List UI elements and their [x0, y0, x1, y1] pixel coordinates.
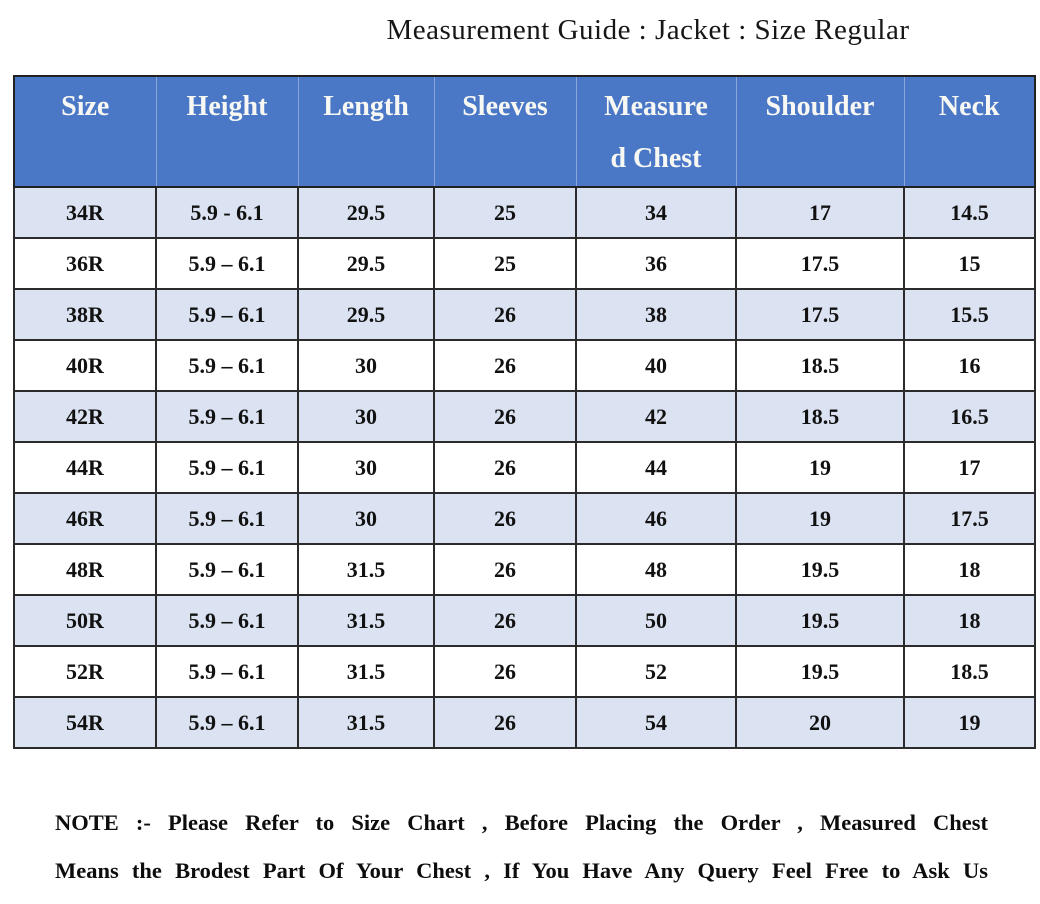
cell-40r-height: 5.9 – 6.1: [156, 340, 298, 391]
cell-54r-height: 5.9 – 6.1: [156, 697, 298, 748]
cell-38r-measured-chest: 38: [576, 289, 736, 340]
cell-36r-measured-chest: 36: [576, 238, 736, 289]
cell-42r-shoulder: 18.5: [736, 391, 904, 442]
cell-42r-measured-chest: 42: [576, 391, 736, 442]
cell-38r-height: 5.9 – 6.1: [156, 289, 298, 340]
cell-48r-height: 5.9 – 6.1: [156, 544, 298, 595]
cell-52r-length: 31.5: [298, 646, 434, 697]
cell-34r-size: 34R: [14, 187, 156, 238]
table-row-34r: [14, 187, 1035, 238]
cell-40r-size: 40R: [14, 340, 156, 391]
cell-52r-height: 5.9 – 6.1: [156, 646, 298, 697]
cell-38r-shoulder: 17.5: [736, 289, 904, 340]
table-row-40r: [14, 340, 1035, 391]
table-row-36r: [14, 238, 1035, 289]
cell-54r-size: 54R: [14, 697, 156, 748]
cell-46r-length: 30: [298, 493, 434, 544]
table-body: [14, 187, 1035, 748]
cell-40r-length: 30: [298, 340, 434, 391]
cell-48r-size: 48R: [14, 544, 156, 595]
cell-50r-height: 5.9 – 6.1: [156, 595, 298, 646]
column-header-height: [156, 76, 298, 187]
cell-46r-size: 46R: [14, 493, 156, 544]
column-header-line: Size: [61, 91, 110, 122]
cell-48r-sleeves: 26: [434, 544, 576, 595]
cell-48r-shoulder: 19.5: [736, 544, 904, 595]
table-row-52r: [14, 646, 1035, 697]
cell-34r-shoulder: 17: [736, 187, 904, 238]
note-text: [55, 799, 988, 895]
note-line-1: NOTE :- Please Refer to Size Chart , Before Placing the Order , Measured Chest: [55, 810, 988, 835]
cell-44r-measured-chest: 44: [576, 442, 736, 493]
cell-52r-sleeves: 26: [434, 646, 576, 697]
cell-42r-sleeves: 26: [434, 391, 576, 442]
column-header-line: Height: [186, 91, 268, 122]
cell-34r-height: 5.9 - 6.1: [156, 187, 298, 238]
cell-46r-shoulder: 19: [736, 493, 904, 544]
cell-36r-height: 5.9 – 6.1: [156, 238, 298, 289]
cell-50r-size: 50R: [14, 595, 156, 646]
cell-54r-measured-chest: 54: [576, 697, 736, 748]
cell-46r-measured-chest: 46: [576, 493, 736, 544]
page-title: Measurement Guide : Jacket : Size Regular: [386, 14, 910, 46]
cell-46r-height: 5.9 – 6.1: [156, 493, 298, 544]
cell-44r-height: 5.9 – 6.1: [156, 442, 298, 493]
cell-54r-sleeves: 26: [434, 697, 576, 748]
column-header-line: d Chest: [610, 143, 702, 174]
column-header-line: Measure: [604, 91, 708, 122]
cell-38r-length: 29.5: [298, 289, 434, 340]
size-chart-table: [13, 75, 1036, 749]
cell-44r-length: 30: [298, 442, 434, 493]
cell-40r-shoulder: 18.5: [736, 340, 904, 391]
cell-46r-sleeves: 26: [434, 493, 576, 544]
column-header-sleeves: [434, 76, 576, 187]
cell-38r-neck: 15.5: [904, 289, 1035, 340]
cell-34r-length: 29.5: [298, 187, 434, 238]
column-header-line: Length: [323, 91, 409, 122]
cell-54r-neck: 19: [904, 697, 1035, 748]
table-row-48r: [14, 544, 1035, 595]
cell-36r-length: 29.5: [298, 238, 434, 289]
measurement-guide-page: [0, 14, 1040, 895]
table-row-50r: [14, 595, 1035, 646]
cell-40r-neck: 16: [904, 340, 1035, 391]
cell-40r-sleeves: 26: [434, 340, 576, 391]
cell-44r-sleeves: 26: [434, 442, 576, 493]
column-header-line: Neck: [938, 91, 1000, 122]
cell-50r-shoulder: 19.5: [736, 595, 904, 646]
cell-36r-shoulder: 17.5: [736, 238, 904, 289]
header-row: [14, 76, 1035, 187]
cell-36r-size: 36R: [14, 238, 156, 289]
table-row-54r: [14, 697, 1035, 748]
cell-42r-height: 5.9 – 6.1: [156, 391, 298, 442]
cell-54r-shoulder: 20: [736, 697, 904, 748]
cell-54r-length: 31.5: [298, 697, 434, 748]
cell-42r-neck: 16.5: [904, 391, 1035, 442]
cell-46r-neck: 17.5: [904, 493, 1035, 544]
cell-50r-sleeves: 26: [434, 595, 576, 646]
table-row-38r: [14, 289, 1035, 340]
cell-40r-measured-chest: 40: [576, 340, 736, 391]
column-header-line: Sleeves: [462, 91, 548, 122]
cell-42r-length: 30: [298, 391, 434, 442]
cell-52r-size: 52R: [14, 646, 156, 697]
table-row-42r: [14, 391, 1035, 442]
cell-50r-length: 31.5: [298, 595, 434, 646]
cell-42r-size: 42R: [14, 391, 156, 442]
cell-44r-size: 44R: [14, 442, 156, 493]
cell-36r-sleeves: 25: [434, 238, 576, 289]
column-header-size: [14, 76, 156, 187]
column-header-line: Shoulder: [765, 91, 875, 122]
column-header-shoulder: [736, 76, 904, 187]
table-row-46r: [14, 493, 1035, 544]
cell-50r-measured-chest: 50: [576, 595, 736, 646]
cell-34r-neck: 14.5: [904, 187, 1035, 238]
column-header-neck: [904, 76, 1035, 187]
table-row-44r: [14, 442, 1035, 493]
cell-48r-measured-chest: 48: [576, 544, 736, 595]
cell-44r-neck: 17: [904, 442, 1035, 493]
cell-36r-neck: 15: [904, 238, 1035, 289]
cell-52r-measured-chest: 52: [576, 646, 736, 697]
cell-34r-measured-chest: 34: [576, 187, 736, 238]
cell-34r-sleeves: 25: [434, 187, 576, 238]
cell-48r-length: 31.5: [298, 544, 434, 595]
cell-38r-sleeves: 26: [434, 289, 576, 340]
cell-50r-neck: 18: [904, 595, 1035, 646]
cell-38r-size: 38R: [14, 289, 156, 340]
cell-52r-shoulder: 19.5: [736, 646, 904, 697]
cell-48r-neck: 18: [904, 544, 1035, 595]
column-header-length: [298, 76, 434, 187]
note-line-2: Means the Brodest Part Of Your Chest , If You Have Any Query Feel Free to Ask Us: [55, 858, 988, 883]
table-header: [14, 76, 1035, 187]
cell-44r-shoulder: 19: [736, 442, 904, 493]
column-header-measured-chest: [576, 76, 736, 187]
cell-52r-neck: 18.5: [904, 646, 1035, 697]
